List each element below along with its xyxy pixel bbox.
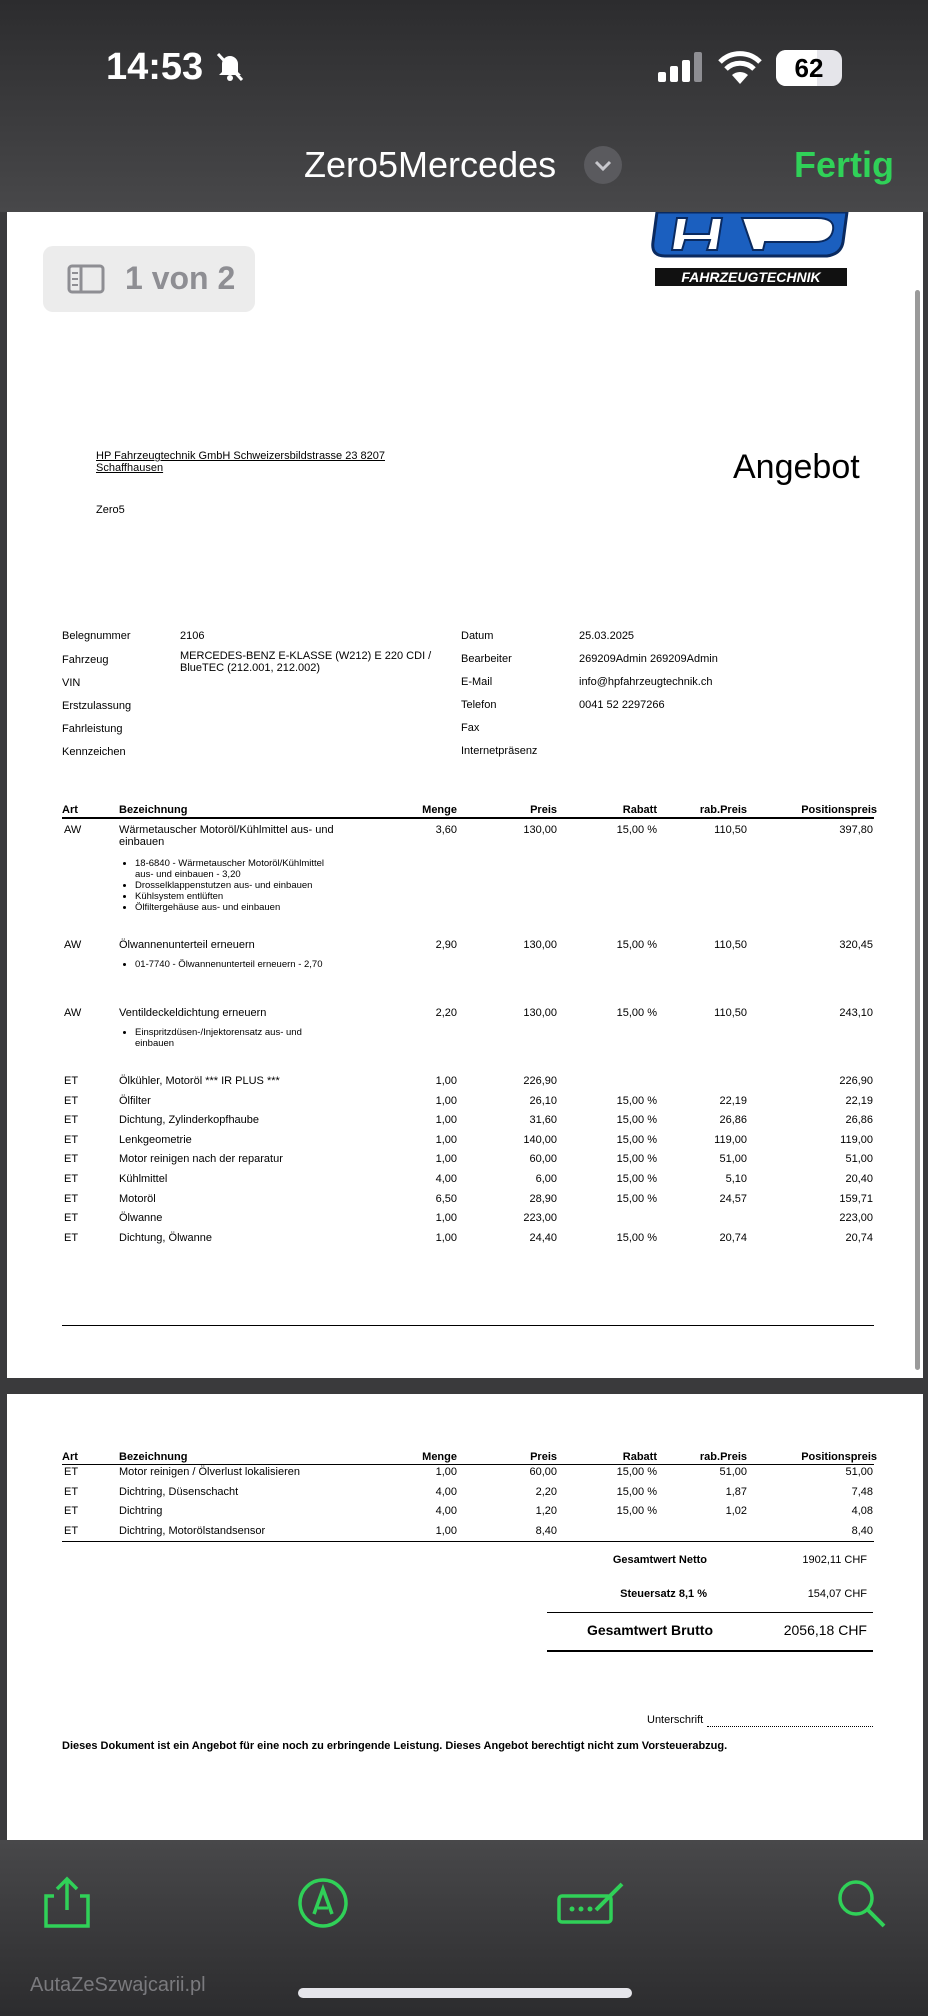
row-menge: 4,00 <box>435 1505 457 1518</box>
row-bezeichnung: Motor reinigen nach der reparatur <box>119 1153 283 1166</box>
row-menge: 1,00 <box>435 1212 457 1225</box>
row-positionspreis: 20,40 <box>845 1173 873 1185</box>
row-art: AW <box>64 939 82 951</box>
column-header: Menge <box>422 1451 457 1463</box>
row-rabatt: 15,00 % <box>616 1007 657 1019</box>
column-header: Preis <box>530 804 557 816</box>
row-art: ET <box>64 1524 79 1537</box>
column-header: Menge <box>422 804 457 816</box>
row-rab-preis: 22,19 <box>719 1094 747 1107</box>
totals-label-brutto: Gesamtwert Brutto <box>586 1622 713 1638</box>
info-label: Telefon <box>461 699 497 711</box>
row-menge: 1,00 <box>435 1094 457 1107</box>
totals-value-netto: 1902,11 CHF <box>802 1554 867 1566</box>
column-header: Positionspreis <box>801 1451 877 1463</box>
row-sub-item: • 01-7740 - Ölwannenunterteil erneuern - 2,70 <box>135 959 335 970</box>
row-rabatt: 15,00 % <box>616 1114 657 1127</box>
row-bezeichnung: Motor reinigen / Ölverlust lokalisieren <box>119 1466 300 1478</box>
info-value: 0041 52 2297266 <box>579 699 665 711</box>
totals-rule <box>547 1612 873 1613</box>
info-label: Bearbeiter <box>461 653 512 665</box>
row-sub-items <box>119 1027 335 1049</box>
disclaimer: Dieses Dokument ist ein Angebot für eine noch zu erbringende Leistung. Dieses Angebot berechtigt nicht zum Vorsteuerabzug. <box>62 1740 728 1752</box>
row-positionspreis: 223,00 <box>839 1212 873 1225</box>
row-menge: 2,20 <box>435 1007 457 1019</box>
totals-value-brutto: 2056,18 CHF <box>783 1622 867 1638</box>
signature-label: Unterschrift <box>647 1714 704 1726</box>
row-art: ET <box>64 1485 79 1498</box>
row-art: ET <box>64 1153 79 1166</box>
row-rabatt: 15,00 % <box>616 1505 657 1518</box>
row-menge: 1,00 <box>435 1466 457 1478</box>
row-art: AW <box>64 1007 82 1019</box>
totals-bottom-rule <box>547 1650 873 1652</box>
row-positionspreis: 226,90 <box>839 1075 873 1087</box>
row-positionspreis: 397,80 <box>839 824 873 836</box>
row-positionspreis: 20,74 <box>845 1231 873 1244</box>
column-header: Rabatt <box>622 804 657 816</box>
row-bezeichnung: Dichtring <box>119 1505 163 1518</box>
row-menge: 1,00 <box>435 1524 457 1537</box>
row-sub-item: • Kühlsystem entlüften <box>135 891 335 902</box>
scrollbar[interactable] <box>915 290 920 1370</box>
row-preis: 1,20 <box>535 1505 557 1518</box>
row-art: ET <box>64 1466 79 1478</box>
page-end-rule <box>62 1325 874 1326</box>
row-preis: 26,10 <box>529 1094 557 1107</box>
row-positionspreis: 4,08 <box>851 1505 873 1518</box>
row-rabatt: 15,00 % <box>616 1133 657 1146</box>
column-header: Positionspreis <box>801 804 877 816</box>
row-bezeichnung: Dichtring, Düsenschacht <box>119 1485 239 1498</box>
row-preis: 28,90 <box>529 1192 557 1205</box>
row-bezeichnung: Kühlmittel <box>119 1173 168 1185</box>
row-menge: 3,60 <box>435 824 457 836</box>
row-rabatt: 15,00 % <box>616 1231 657 1244</box>
row-sub-item: • 18-6840 - Wärmetauscher Motoröl/Kühlmittel aus- und einbauen - 3,20 <box>135 858 335 880</box>
column-header: Art <box>62 1451 78 1463</box>
row-sub-item: • Ölfiltergehäuse aus- und einbauen <box>135 902 335 913</box>
wifi-icon <box>718 50 762 84</box>
row-rab-preis: 20,74 <box>719 1231 747 1244</box>
cellular-signal-icon <box>658 52 704 82</box>
row-menge: 4,00 <box>435 1173 457 1185</box>
row-art: ET <box>64 1212 79 1225</box>
row-preis: 130,00 <box>523 824 557 836</box>
row-menge: 1,00 <box>435 1231 457 1244</box>
document-heading: Angebot <box>733 448 860 486</box>
row-preis: 60,00 <box>529 1466 557 1478</box>
info-value: MERCEDES-BENZ E-KLASSE (W212) E 220 CDI / BlueTEC (212.001, 212.002) <box>180 650 432 674</box>
row-positionspreis: 51,00 <box>845 1466 873 1478</box>
row-art: ET <box>64 1075 79 1087</box>
sender-address: HP Fahrzeugtechnik GmbH Schweizersbildstrasse 23 8207 Schaffhausen <box>96 450 385 474</box>
row-art: ET <box>64 1173 79 1185</box>
signature-icon[interactable] <box>556 1876 628 1930</box>
row-positionspreis: 22,19 <box>845 1094 873 1107</box>
info-label: Internetpräsenz <box>461 745 538 757</box>
row-menge: 6,50 <box>435 1192 457 1205</box>
header-rule <box>62 1464 874 1465</box>
status-time: 14:53 <box>106 46 204 88</box>
info-label: Belegnummer <box>62 630 131 642</box>
recipient: Zero5 <box>96 504 125 516</box>
page-indicator-text: 1 von 2 <box>125 260 236 296</box>
row-menge: 1,00 <box>435 1114 457 1127</box>
markup-pen-icon[interactable] <box>296 1876 350 1930</box>
info-value: 25.03.2025 <box>579 630 635 642</box>
row-rab-preis: 1,87 <box>725 1485 747 1498</box>
hp-fahrzeugtechnik-logo <box>647 212 853 292</box>
row-rabatt: 15,00 % <box>616 1485 657 1498</box>
search-icon[interactable] <box>834 1876 888 1930</box>
row-preis: 130,00 <box>523 939 557 951</box>
svg-text:FAHRZEUGTECHNIK: FAHRZEUGTECHNIK <box>681 269 821 285</box>
row-rab-preis: 1,02 <box>725 1505 747 1518</box>
info-value: 2106 <box>180 630 205 642</box>
row-positionspreis: 8,40 <box>851 1524 873 1537</box>
row-bezeichnung: Ventildeckeldichtung erneuern <box>119 1007 267 1019</box>
totals-label-tax: Steuersatz 8,1 % <box>620 1588 707 1600</box>
info-label: Fax <box>461 722 480 734</box>
row-preis: 223,00 <box>523 1212 557 1225</box>
column-header: Preis <box>530 1451 557 1463</box>
signature-line <box>707 1726 873 1727</box>
row-preis: 8,40 <box>535 1524 557 1537</box>
row-bezeichnung: Dichtung, Zylinderkopfhaube <box>119 1114 260 1127</box>
row-positionspreis: 320,45 <box>839 939 873 951</box>
table-end-rule <box>62 1541 874 1542</box>
row-art: ET <box>64 1505 79 1518</box>
row-preis: 226,90 <box>523 1075 557 1087</box>
row-sub-item: • Einspritzdüsen-/Injektorensatz aus- und einbauen <box>135 1027 335 1049</box>
row-art: ET <box>64 1094 79 1107</box>
row-positionspreis: 26,86 <box>845 1114 873 1127</box>
row-art: ET <box>64 1133 79 1146</box>
row-rab-preis: 119,00 <box>714 1133 747 1146</box>
column-header: Bezeichnung <box>119 804 188 816</box>
row-preis: 24,40 <box>529 1231 557 1244</box>
row-menge: 2,90 <box>435 939 457 951</box>
row-art: ET <box>64 1192 79 1205</box>
top-bar <box>0 0 928 212</box>
done-button[interactable]: Fertig <box>793 144 894 185</box>
page-indicator-button[interactable] <box>43 246 255 312</box>
row-art: AW <box>64 824 82 836</box>
row-bezeichnung: Motoröl <box>119 1192 156 1205</box>
row-preis: 140,00 <box>523 1133 557 1146</box>
row-positionspreis: 7,48 <box>851 1485 873 1498</box>
column-header: Art <box>62 804 78 816</box>
row-bezeichnung: Ölfilter <box>119 1094 151 1107</box>
totals-label-netto: Gesamtwert Netto <box>612 1554 707 1566</box>
row-art: ET <box>64 1114 79 1127</box>
row-bezeichnung: Ölkühler, Motoröl *** IR PLUS *** <box>119 1075 280 1087</box>
row-menge: 4,00 <box>435 1485 457 1498</box>
row-menge: 1,00 <box>435 1075 457 1087</box>
chevron-down-icon <box>584 146 622 184</box>
row-bezeichnung: Dichtring, Motorölstandsensor <box>119 1524 266 1537</box>
battery-level: 62 <box>794 53 824 83</box>
sidebar-icon <box>67 264 105 294</box>
row-preis: 2,20 <box>535 1485 557 1498</box>
row-rab-preis: 24,57 <box>719 1192 747 1205</box>
column-header: Rabatt <box>622 1451 657 1463</box>
row-preis: 60,00 <box>529 1153 557 1166</box>
row-bezeichnung: Ölwannenunterteil erneuern <box>119 939 255 951</box>
row-sub-item: • Drosselklappenstutzen aus- und einbauen <box>135 880 335 891</box>
column-header: rab.Preis <box>699 1451 747 1463</box>
row-sub-items <box>119 858 335 913</box>
row-menge: 1,00 <box>435 1133 457 1146</box>
row-rab-preis: 110,50 <box>714 824 747 836</box>
row-menge: 1,00 <box>435 1153 457 1166</box>
row-rab-preis: 26,86 <box>719 1114 747 1127</box>
info-label: Datum <box>461 630 494 642</box>
row-rab-preis: 110,50 <box>714 1007 747 1019</box>
row-positionspreis: 243,10 <box>839 1007 873 1019</box>
row-rab-preis: 5,10 <box>725 1173 747 1185</box>
row-bezeichnung: Lenkgeometrie <box>119 1133 192 1146</box>
totals-value-tax: 154,07 CHF <box>807 1588 867 1600</box>
info-value: 269209Admin 269209Admin <box>579 653 718 665</box>
column-header: rab.Preis <box>699 804 747 816</box>
row-bezeichnung: Ölwanne <box>119 1212 163 1225</box>
column-header: Bezeichnung <box>119 1451 188 1463</box>
row-bezeichnung: Wärmetauscher Motoröl/Kühlmittel aus- und einbauen <box>119 824 334 848</box>
row-rabatt: 15,00 % <box>616 1153 657 1166</box>
info-label: Fahrleistung <box>62 723 123 735</box>
row-rab-preis: 51,00 <box>719 1466 747 1478</box>
info-value: info@hpfahrzeugtechnik.ch <box>579 676 713 688</box>
row-rabatt: 15,00 % <box>616 1466 657 1478</box>
row-preis: 31,60 <box>529 1114 557 1127</box>
bottom-toolbar <box>0 1840 928 2016</box>
watermark-text: AutaZeSzwajcarii.pl <box>30 1974 206 1996</box>
row-positionspreis: 119,00 <box>840 1133 873 1146</box>
row-sub-items <box>119 959 335 970</box>
header-rule <box>62 817 874 819</box>
row-positionspreis: 159,71 <box>839 1192 873 1205</box>
bell-slash-icon <box>214 50 246 82</box>
share-icon[interactable] <box>40 1876 94 1930</box>
row-rabatt: 15,00 % <box>616 1192 657 1205</box>
row-rabatt: 15,00 % <box>616 939 657 951</box>
info-label: Erstzulassung <box>62 700 132 712</box>
info-label: E-Mail <box>461 676 493 688</box>
pdf-page-2 <box>7 1394 923 1840</box>
home-indicator[interactable] <box>298 1988 632 1998</box>
info-label: Kennzeichen <box>62 746 126 758</box>
info-label: Fahrzeug <box>62 654 109 666</box>
row-rabatt: 15,00 % <box>616 1094 657 1107</box>
row-preis: 6,00 <box>535 1173 557 1185</box>
row-rabatt: 15,00 % <box>616 824 657 836</box>
battery-indicator <box>776 50 842 86</box>
pdf-page-1 <box>7 212 923 1378</box>
row-rab-preis: 51,00 <box>719 1153 747 1166</box>
document-title[interactable]: Zero5Mercedes <box>304 144 557 185</box>
row-rabatt: 15,00 % <box>616 1173 657 1185</box>
row-preis: 130,00 <box>523 1007 557 1019</box>
row-art: ET <box>64 1231 79 1244</box>
title-menu-button[interactable] <box>584 146 622 184</box>
row-bezeichnung: Dichtung, Ölwanne <box>119 1231 212 1244</box>
row-rab-preis: 110,50 <box>714 939 747 951</box>
row-positionspreis: 51,00 <box>845 1153 873 1166</box>
info-label: VIN <box>62 677 81 689</box>
